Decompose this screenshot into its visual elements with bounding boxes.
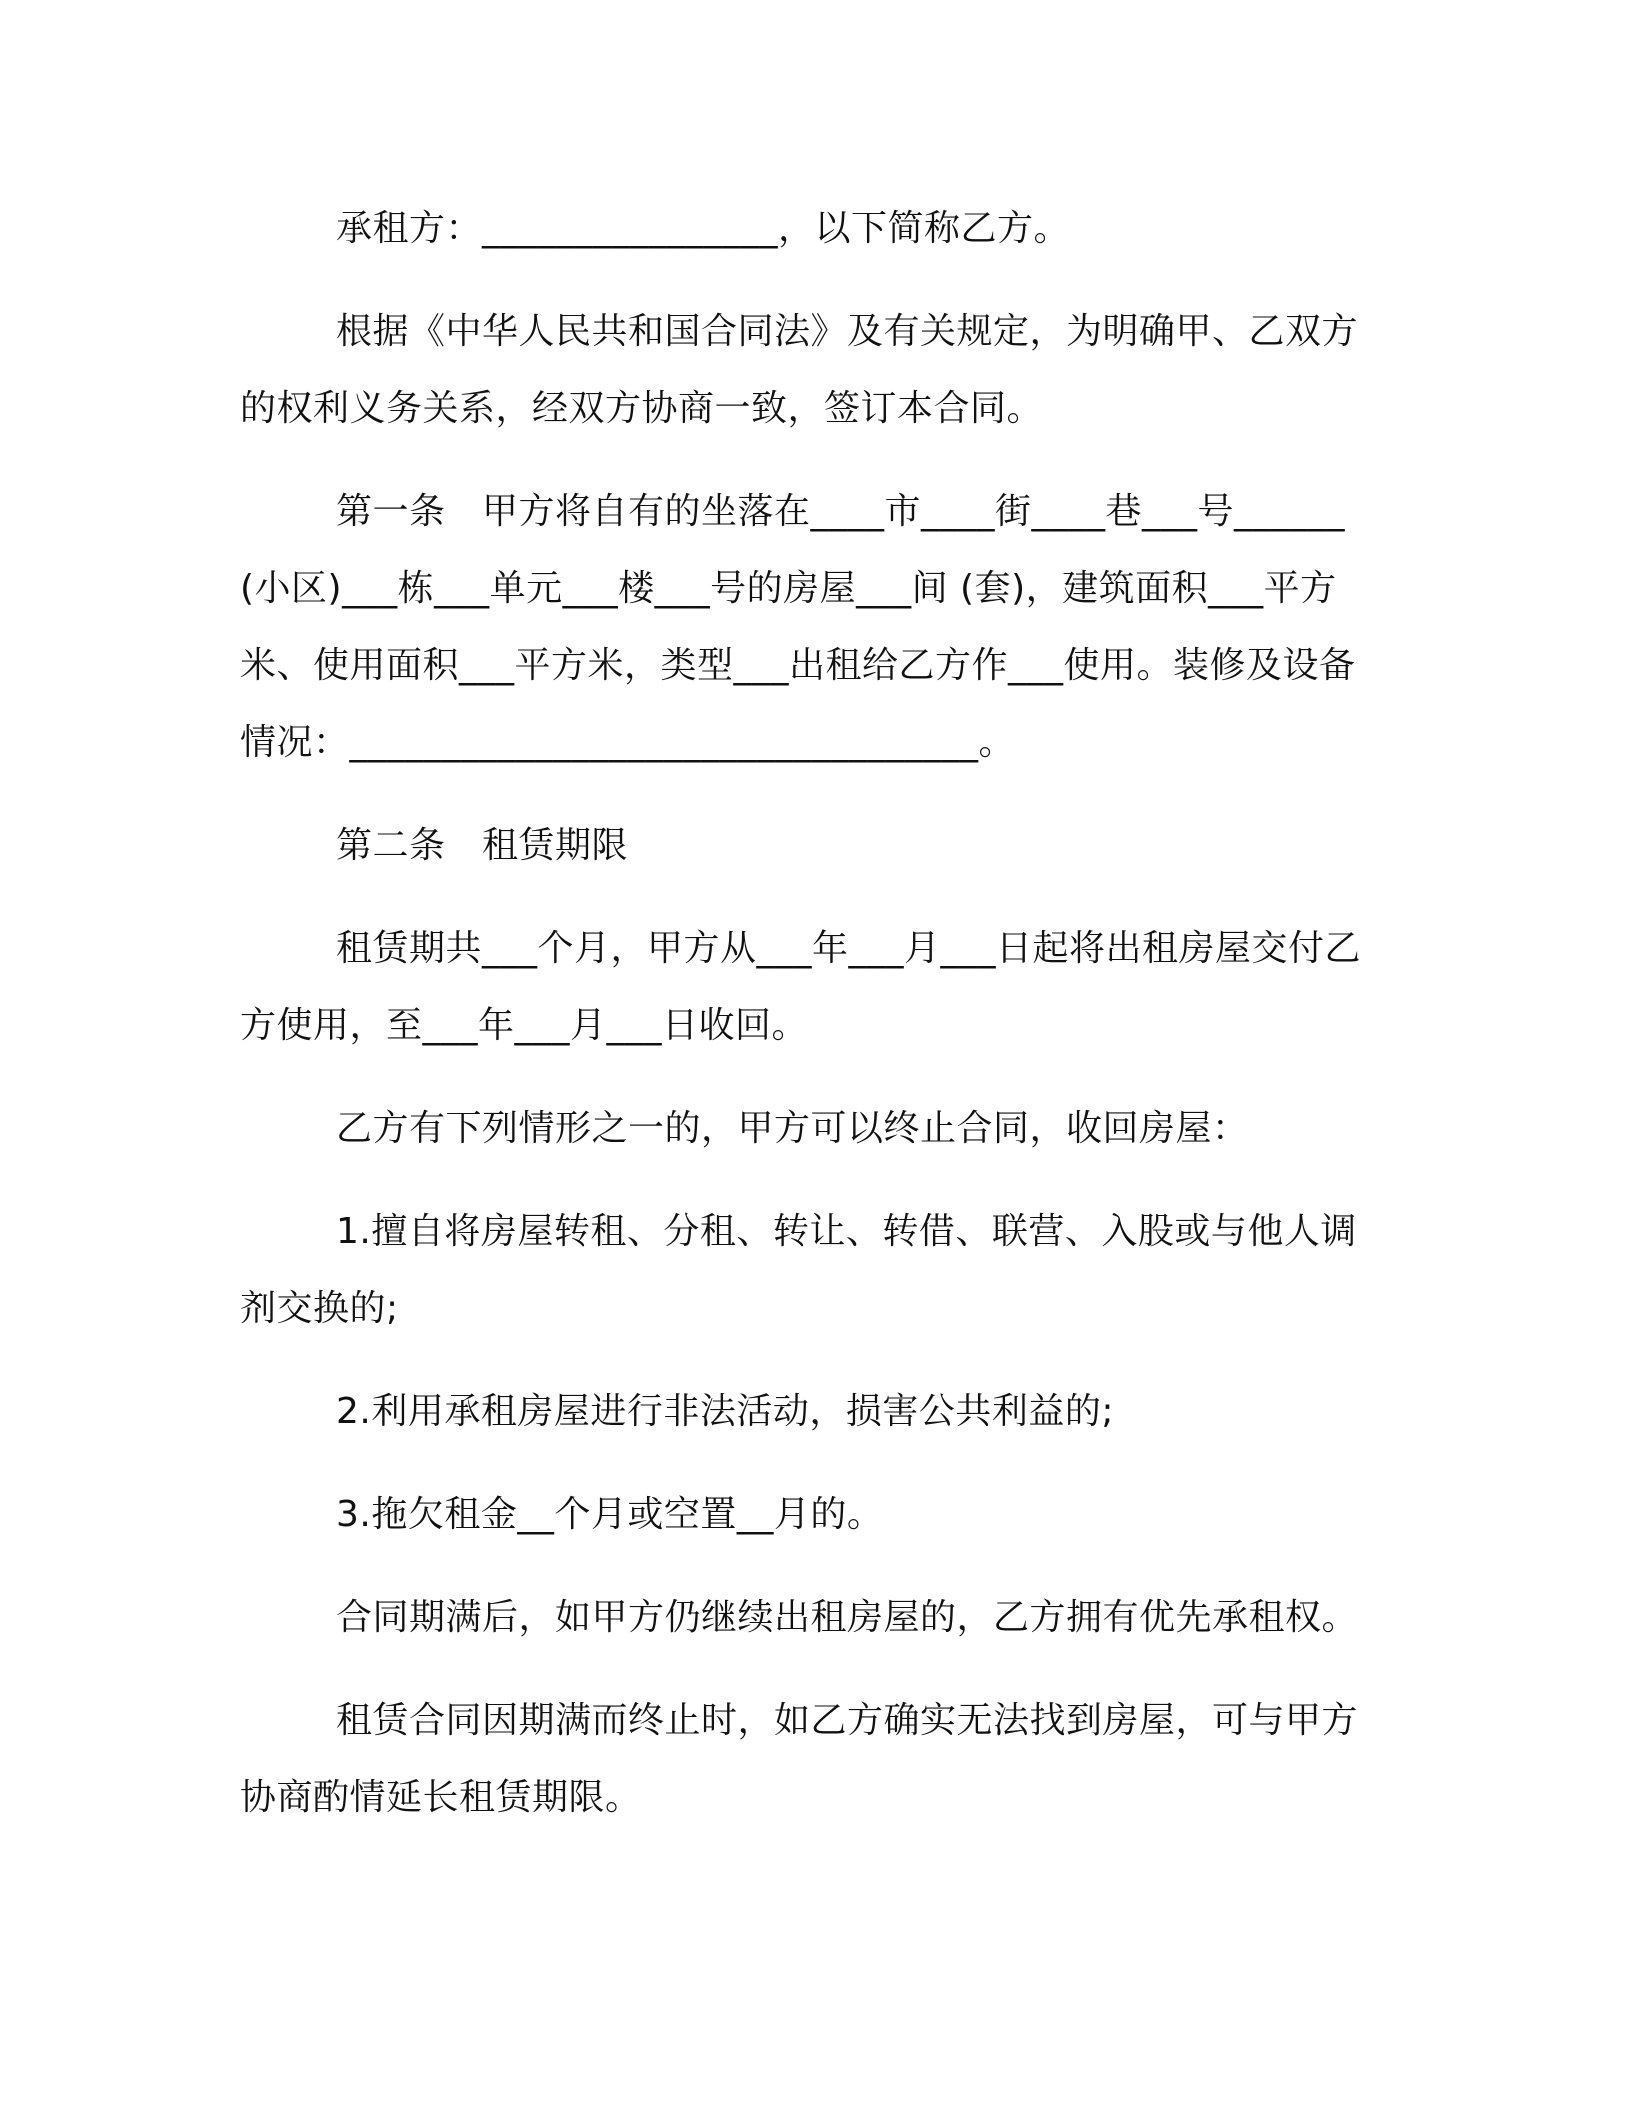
priority-lease-paragraph: 合同期满后，如甲方仍继续出租房屋的，乙方拥有优先承租权。	[336, 1597, 1359, 1638]
termination-condition-3: 3.拖欠租金__个月或空置__月的。	[336, 1494, 884, 1535]
termination-condition-2: 2.利用承租房屋进行非法活动，损害公共利益的;	[336, 1391, 1114, 1432]
termination-condition-1: 1.擅自将房屋转租、分租、转让、转借、联营、入股或与他人调剂交换的;	[240, 1211, 1357, 1329]
lease-term-paragraph: 租赁期共___个月，甲方从___年___月___日起将出租房屋交付乙方使用，至___年___月___日收回。	[240, 928, 1362, 1046]
article-one-paragraph: 第一条 甲方将自有的坐落在____市____街____巷___号______(小区)___栋___单元___楼___号的房屋___间 (套)，建筑面积___平方米、使用面积___平方米，类型___出租给乙方作___使用。装修及设备情况：__________________________________。	[240, 491, 1356, 763]
lessee-line: 承租方：________________，以下简称乙方。	[336, 208, 1071, 249]
document-body	[240, 190, 1380, 1836]
termination-conditions-intro: 乙方有下列情形之一的，甲方可以终止合同，收回房屋：	[336, 1108, 1249, 1149]
extension-paragraph: 租赁合同因期满而终止时，如乙方确实无法找到房屋，可与甲方协商酌情延长租赁期限。	[240, 1700, 1359, 1818]
article-two-heading: 第二条 租赁期限	[336, 825, 629, 866]
contract-basis-paragraph: 根据《中华人民共和国合同法》及有关规定，为明确甲、乙双方的权利义务关系，经双方协商一致，签订本合同。	[240, 311, 1359, 429]
